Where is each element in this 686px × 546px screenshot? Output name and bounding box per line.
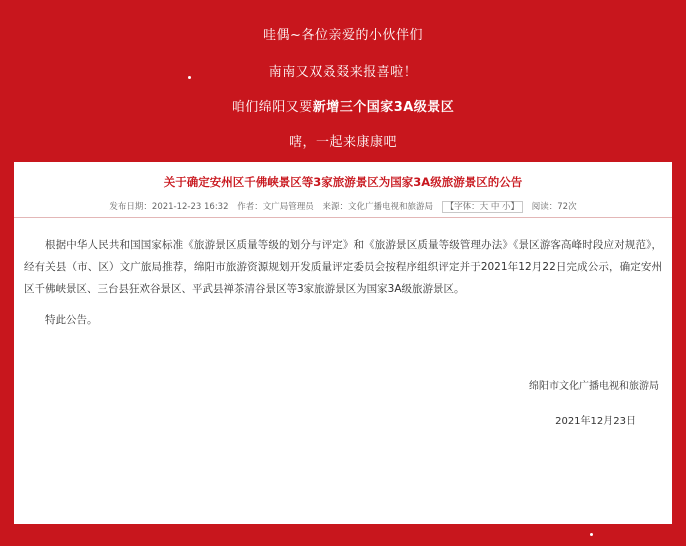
author: 作者：文广局管理员	[237, 202, 314, 212]
article-meta	[14, 200, 672, 212]
page-title: 关于确定安州区千佛峡景区等3家旅游景区为国家3A级旅游景区的公告	[163, 175, 523, 189]
sparkle-decoration	[590, 533, 593, 536]
view-count: 阅读：72次	[531, 202, 577, 212]
banner-greeting: 哇偶~各位亲爱的小伙伴们	[263, 28, 423, 43]
sparkle-decoration	[188, 76, 191, 79]
article-closing: 特此公告。	[45, 314, 98, 326]
banner-headline	[0, 96, 686, 115]
banner-headline-highlight: 新增三个国家3A级景区	[312, 100, 455, 115]
header-banner	[0, 0, 686, 160]
banner-headline-prefix: 咱们绵阳又要	[231, 100, 313, 115]
article-body: 根据中华人民共和国国家标准《旅游景区质量等级的划分与评定》和《旅游景区质量等级管理办法》《景区游客高峰时段应对规范》，经有关县（市、区）文广旅局推荐，绵阳市旅游资源规划开发质量评定委员会按程序组织评定并于2021年12月22日完成公示，确定安州区千佛峡景区、三台县狂欢谷景区、平武县禅茶清谷景区等3家旅游景区为国家3A级旅游景区。	[24, 239, 662, 295]
signature-date: 2021年12月23日	[555, 416, 636, 427]
footer-band	[0, 524, 686, 546]
announcement-document	[14, 162, 672, 524]
publish-date: 发布日期：2021-12-23 16:32	[109, 202, 229, 212]
divider	[14, 217, 672, 218]
banner-announcement: 南南又双叒叕来报喜啦！	[268, 65, 418, 80]
banner-invite: 嗐，一起来康康吧	[288, 135, 397, 150]
signature-organization: 绵阳市文化广播电视和旅游局	[529, 381, 659, 392]
font-size-selector[interactable]: 【字体：大 中 小】	[442, 201, 523, 213]
source: 来源：文化广播电视和旅游局	[322, 202, 433, 212]
